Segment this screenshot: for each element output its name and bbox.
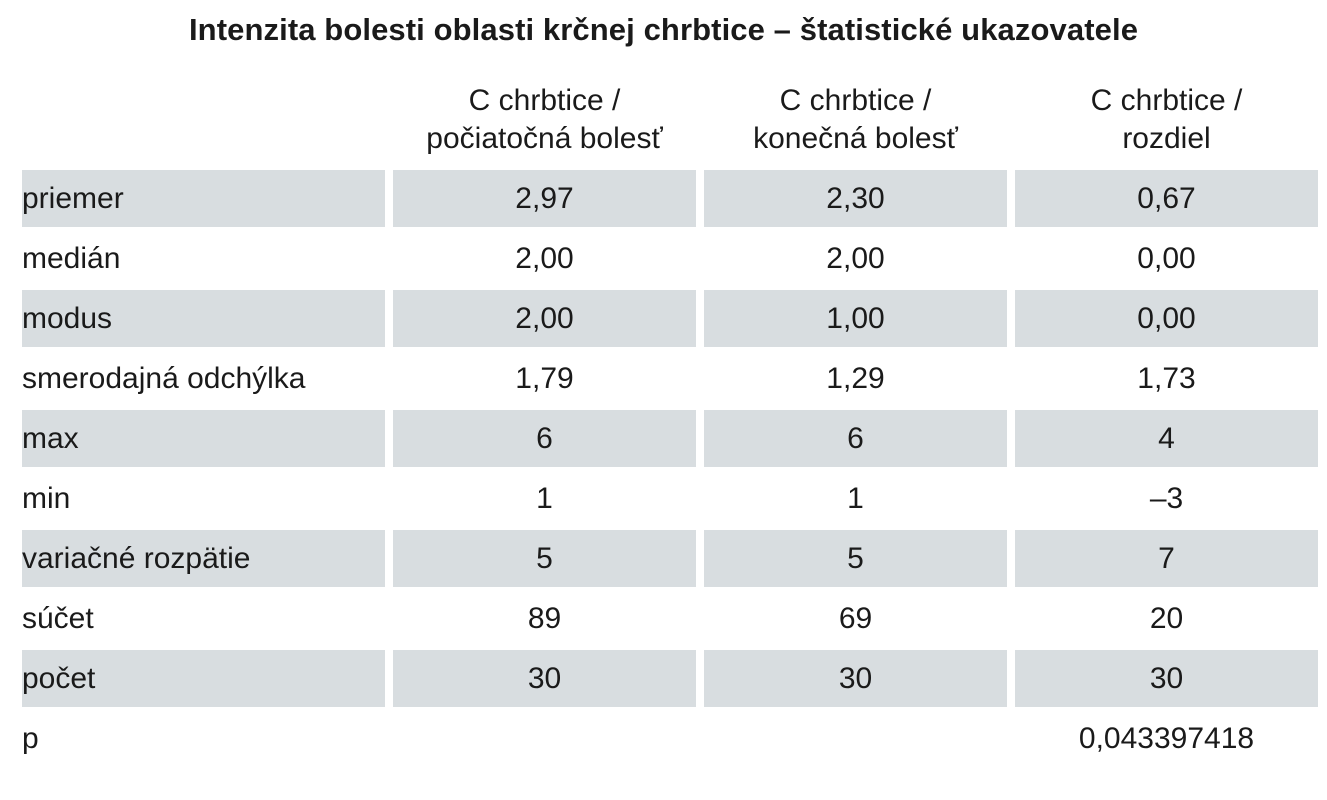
row-label: priemer — [22, 170, 385, 227]
table-cell: 2,00 — [515, 241, 574, 275]
table-cell — [393, 710, 696, 767]
table-body — [22, 170, 1318, 767]
table-row — [22, 590, 1318, 647]
table-cell: 1 — [536, 481, 553, 515]
table-row — [22, 230, 1318, 287]
row-label: min — [22, 481, 71, 515]
table-cell: 7 — [1015, 530, 1318, 587]
table-cell: 5 — [704, 530, 1007, 587]
table-cell: 5 — [393, 530, 696, 587]
table-cell: 2,97 — [393, 170, 696, 227]
table-cell: 0,00 — [1015, 290, 1318, 347]
table-row — [22, 290, 1318, 347]
table-cell: 6 — [704, 410, 1007, 467]
table-row — [22, 170, 1318, 227]
table-cell: 2,00 — [826, 241, 885, 275]
table-row — [22, 410, 1318, 467]
header-corner — [22, 72, 385, 167]
table-cell: 0,00 — [1137, 241, 1196, 275]
row-label: p — [22, 721, 39, 755]
table-cell: 30 — [704, 650, 1007, 707]
table-cell: –3 — [1149, 481, 1184, 515]
table-cell: 69 — [838, 601, 873, 635]
column-header-line: C chrbtice / — [1090, 83, 1243, 117]
table-row — [22, 710, 1318, 767]
column-header-line: konečná bolesť — [753, 121, 958, 155]
row-label: modus — [22, 290, 385, 347]
row-label: max — [22, 410, 385, 467]
table-cell: 2,00 — [393, 290, 696, 347]
table-row — [22, 350, 1318, 407]
table-cell: 1,79 — [515, 361, 574, 395]
table-title: Intenzita bolesti oblasti krčnej chrbtice – štatistické ukazovatele — [188, 12, 1139, 47]
table-cell: 89 — [527, 601, 562, 635]
table-cell: 1,73 — [1137, 361, 1196, 395]
table-cell: 30 — [393, 650, 696, 707]
column-header-line: C chrbtice / — [468, 83, 621, 117]
table-cell: 4 — [1015, 410, 1318, 467]
row-label: súčet — [22, 601, 94, 635]
table-cell: 30 — [1015, 650, 1318, 707]
table-cell: 1,29 — [826, 361, 885, 395]
table-cell: 0,043397418 — [1078, 721, 1255, 755]
table-cell: 0,67 — [1015, 170, 1318, 227]
table-cell: 2,30 — [704, 170, 1007, 227]
row-label: medián — [22, 241, 121, 275]
column-header-initial-pain — [393, 72, 696, 167]
row-label: variačné rozpätie — [22, 530, 385, 587]
column-header-line: rozdiel — [1122, 121, 1211, 155]
table-cell: 1,00 — [704, 290, 1007, 347]
column-header-line: C chrbtice / — [779, 83, 932, 117]
table-row — [22, 650, 1318, 707]
table-cell: 6 — [393, 410, 696, 467]
column-header-difference — [1015, 72, 1318, 167]
row-label: smerodajná odchýlka — [22, 361, 306, 395]
table-cell: 20 — [1149, 601, 1184, 635]
column-header-final-pain — [704, 72, 1007, 167]
row-label: počet — [22, 650, 385, 707]
table-cell: 1 — [847, 481, 864, 515]
table-header-row — [22, 72, 1318, 167]
column-header-line: počiatočná bolesť — [426, 121, 663, 155]
table-cell — [704, 710, 1007, 767]
statistics-table — [14, 69, 1326, 770]
table-row — [22, 470, 1318, 527]
table-row — [22, 530, 1318, 587]
